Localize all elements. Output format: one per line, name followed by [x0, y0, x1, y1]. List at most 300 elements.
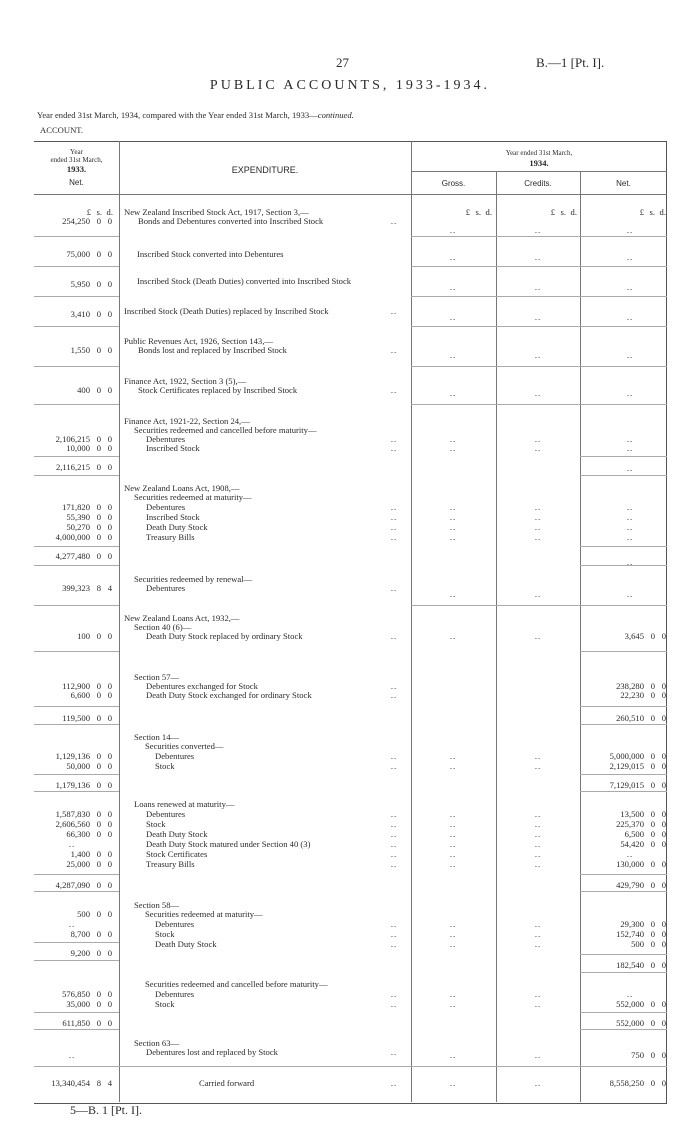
amount-pence: 0: [107, 522, 112, 532]
amount-pounds: 3,645: [624, 631, 644, 641]
page-title: PUBLIC ACCOUNTS, 1933-1934.: [209, 78, 491, 93]
amount-pounds: 55,390: [66, 512, 90, 522]
net-amount: [588, 1018, 666, 1028]
amount-pence: 0: [107, 859, 112, 869]
credits-dots: ..: [534, 1050, 542, 1060]
gross-dots: ..: [449, 388, 457, 398]
amount-pounds: 2,116,215: [55, 462, 90, 472]
net-amount: [588, 919, 666, 929]
credits-dots: ..: [534, 919, 542, 929]
amount-pounds: 1,587,830: [55, 809, 90, 819]
gross-dots: ..: [449, 225, 457, 235]
table-rule: [411, 326, 667, 327]
leader-dots: ..: [390, 681, 398, 691]
net-amount: [588, 929, 666, 939]
table-rule: [580, 724, 667, 725]
table-rule: [34, 605, 119, 606]
column-divider: [411, 141, 412, 1102]
sub-heading: Loans renewed at maturity—: [134, 799, 235, 809]
leader-dots: ..: [390, 532, 398, 542]
amount-pence: 0: [661, 1018, 666, 1028]
prev-year-net-amount: [34, 279, 112, 289]
credits-dots: ..: [534, 532, 542, 542]
gross-dots: ..: [449, 809, 457, 819]
amount-pounds: 112,900: [62, 681, 90, 691]
net-amount: [588, 960, 666, 970]
amount-shillings: 0: [96, 532, 101, 542]
table-rule: [34, 1012, 119, 1013]
amount-pence: 0: [107, 532, 112, 542]
currency-header: £ s. d.: [86, 207, 113, 217]
leader-dots: ..: [390, 849, 398, 859]
gross-dots: ..: [449, 252, 457, 262]
amount-pence: 0: [107, 780, 112, 790]
heading-line: 1934.: [529, 158, 549, 168]
credits-dots: ..: [534, 350, 542, 360]
table-rule: [580, 651, 667, 652]
net-amount: [588, 1078, 666, 1088]
amount-pence: 0: [107, 309, 112, 319]
amount-pence: 0: [107, 713, 112, 723]
amount-shillings: 0: [650, 829, 655, 839]
credits-dots: ..: [534, 282, 542, 292]
gross-dots: ..: [449, 999, 457, 1009]
entry-label: Bonds lost and replaced by Inscribed Stock: [138, 345, 287, 355]
prev-year-net-amount: [34, 1078, 112, 1088]
net-amount: [588, 819, 666, 829]
credits-dots: ..: [534, 819, 542, 829]
table-rule: [34, 404, 119, 405]
leader-dots: ..: [390, 999, 398, 1009]
table-rule: [580, 774, 667, 775]
act-heading: New Zealand Loans Act, 1908,—: [124, 483, 240, 493]
gross-dots: ..: [449, 939, 457, 949]
amount-pounds: 119,500: [62, 713, 90, 723]
gross-dots: ..: [449, 989, 457, 999]
amount-pounds: 75,000: [66, 249, 90, 259]
entry-label: Death Duty Stock: [155, 939, 217, 949]
amount-pence: 0: [107, 249, 112, 259]
table-rule: [34, 366, 119, 367]
amount-pence: 0: [661, 819, 666, 829]
empty-amount-dots: ..: [626, 312, 634, 322]
entry-label: Death Duty Stock: [146, 829, 208, 839]
credits-heading: Credits.: [524, 179, 552, 188]
sub-heading: Securities redeemed and cancelled before maturity—: [134, 425, 317, 435]
amount-shillings: 0: [96, 522, 101, 532]
table-rule: [34, 774, 119, 775]
leader-dots: ..: [390, 919, 398, 929]
empty-amount-dots: ..: [626, 989, 634, 999]
table-rule: [34, 236, 119, 237]
amount-shillings: 0: [650, 929, 655, 939]
table-rule: [580, 972, 667, 973]
amount-shillings: 0: [96, 279, 101, 289]
entry-label: Bonds and Debentures converted into Inscribed Stock: [138, 216, 324, 226]
credits-dots: ..: [534, 761, 542, 771]
table-rule: [411, 605, 667, 606]
empty-amount-dots: ..: [68, 919, 76, 929]
gross-dots: ..: [449, 849, 457, 859]
amount-shillings: 0: [96, 502, 101, 512]
credits-dots: ..: [534, 443, 542, 453]
table-rule: [34, 266, 119, 267]
amount-pounds: 13,340,454: [51, 1078, 90, 1088]
sub-heading: Securities redeemed by renewal—: [134, 574, 253, 584]
net-amount: [588, 780, 666, 790]
amount-shillings: 0: [650, 859, 655, 869]
amount-pounds: 8,700: [70, 929, 90, 939]
amount-pence: 0: [661, 1078, 666, 1088]
amount-pounds: 29,300: [620, 919, 644, 929]
table-rule: [580, 706, 667, 707]
amount-pence: 0: [107, 1018, 112, 1028]
amount-pounds: 2,106,215: [55, 434, 90, 444]
empty-amount-dots: ..: [626, 502, 634, 512]
amount-pence: 0: [107, 809, 112, 819]
leader-dots: ..: [390, 819, 398, 829]
table-rule: [411, 404, 667, 405]
amount-pounds: 25,000: [66, 859, 90, 869]
prev-year-net-amount: [34, 751, 112, 761]
table-rule: [34, 456, 119, 457]
amount-pounds: 10,000: [66, 443, 90, 453]
amount-pounds: 130,000: [616, 859, 644, 869]
net-amount: [588, 859, 666, 869]
prev-year-net-amount: [34, 551, 112, 561]
amount-shillings: 0: [650, 839, 655, 849]
amount-shillings: 0: [96, 345, 101, 355]
gross-dots: ..: [449, 829, 457, 839]
entry-label: Stock: [155, 929, 175, 939]
amount-shillings: 0: [96, 849, 101, 859]
entry-label: Inscribed Stock converted into Debentures: [137, 249, 284, 259]
prev-year-net-amount: [34, 948, 112, 958]
credits-dots: ..: [534, 225, 542, 235]
entry-label: Debentures: [155, 751, 195, 761]
empty-amount-dots: ..: [626, 557, 634, 567]
amount-shillings: 0: [96, 751, 101, 761]
amount-shillings: 0: [96, 929, 101, 939]
sub-heading: Section 40 (6)—: [134, 622, 192, 632]
amount-pounds: 7,129,015: [609, 780, 644, 790]
amount-pounds: 8,558,250: [609, 1078, 644, 1088]
prev-year-net-amount: [34, 780, 112, 790]
currency-header: £ s. d.: [550, 207, 577, 217]
gross-dots: ..: [449, 859, 457, 869]
amount-pounds: 5,000,000: [609, 751, 644, 761]
amount-pence: 0: [107, 434, 112, 444]
net-amount: [588, 809, 666, 819]
credits-dots: ..: [534, 388, 542, 398]
table-rule: [34, 960, 119, 961]
amount-shillings: 0: [96, 761, 101, 771]
net-amount: [588, 631, 666, 641]
credits-dots: ..: [534, 809, 542, 819]
table-rule: [580, 891, 667, 892]
amount-pounds: 5,950: [70, 279, 90, 289]
amount-shillings: 0: [96, 780, 101, 790]
table-rule: [580, 1029, 667, 1030]
carried-forward-label: Carried forward: [199, 1078, 255, 1088]
amount-shillings: 0: [96, 512, 101, 522]
entry-label: Debentures: [146, 434, 186, 444]
entry-label: Inscribed Stock (Death Duties) replaced by Inscribed Stock: [124, 306, 329, 316]
amount-pounds: 152,740: [616, 929, 644, 939]
gross-dots: ..: [449, 282, 457, 292]
amount-pence: 0: [107, 751, 112, 761]
leader-dots: ..: [390, 345, 398, 355]
amount-pounds: 3,410: [70, 309, 90, 319]
amount-pounds: 611,850: [62, 1018, 90, 1028]
amount-shillings: 0: [650, 1018, 655, 1028]
leader-dots: ..: [390, 829, 398, 839]
entry-label: Debentures: [146, 809, 186, 819]
leader-dots: ..: [390, 385, 398, 395]
prev-year-net-amount: [34, 385, 112, 395]
entry-label: Treasury Bills: [146, 532, 195, 542]
sub-heading: Securities redeemed at maturity—: [145, 909, 263, 919]
amount-shillings: 0: [96, 999, 101, 1009]
amount-pence: 0: [661, 919, 666, 929]
gross-dots: ..: [449, 1050, 457, 1060]
subtitle-main: Year ended 31st March, 1934, compared with the Year ended 31st March, 1933—: [37, 110, 318, 120]
entry-label: Death Duty Stock exchanged for ordinary Stock: [146, 690, 312, 700]
gross-dots: ..: [449, 1078, 457, 1088]
act-heading: New Zealand Loans Act, 1932,—: [124, 613, 240, 623]
amount-pounds: 1,550: [70, 345, 90, 355]
amount-pence: 4: [107, 583, 112, 593]
account-label: ACCOUNT.: [40, 125, 84, 135]
amount-pence: 0: [107, 385, 112, 395]
table-rule: [580, 565, 667, 566]
amount-pence: 0: [107, 829, 112, 839]
column-divider: [119, 141, 120, 1102]
prev-year-net-amount: [34, 1018, 112, 1028]
amount-shillings: 0: [96, 462, 101, 472]
empty-amount-dots: ..: [68, 1050, 76, 1060]
leader-dots: ..: [390, 859, 398, 869]
amount-pounds: 552,000: [616, 1018, 644, 1028]
cur-year-heading: [411, 148, 667, 168]
amount-pounds: 9,200: [70, 948, 90, 958]
amount-pence: 0: [107, 880, 112, 890]
amount-shillings: 0: [96, 681, 101, 691]
amount-pounds: 238,280: [616, 681, 644, 691]
amount-pounds: 500: [631, 939, 644, 949]
prev-year-net-amount: [34, 880, 112, 890]
amount-pence: 0: [107, 551, 112, 561]
amount-shillings: 0: [96, 880, 101, 890]
gross-dots: ..: [449, 350, 457, 360]
page-footer: 5—B. 1 [Pt. I].: [70, 1103, 142, 1117]
amount-shillings: 0: [96, 249, 101, 259]
net-amount: [588, 880, 666, 890]
entry-label: Stock: [146, 819, 166, 829]
credits-dots: ..: [534, 929, 542, 939]
amount-pence: 0: [107, 279, 112, 289]
credits-dots: ..: [534, 434, 542, 444]
table-rule: [34, 565, 119, 566]
amount-pounds: 6,500: [624, 829, 644, 839]
entry-label: Stock Certificates: [146, 849, 208, 859]
subtitle: [37, 110, 354, 120]
amount-pounds: 254,250: [62, 216, 90, 226]
gross-dots: ..: [449, 512, 457, 522]
prev-year-net-amount: [34, 819, 112, 829]
sub-heading: Securities redeemed at maturity—: [134, 492, 252, 502]
amount-pence: 0: [661, 631, 666, 641]
amount-shillings: 0: [650, 631, 655, 641]
amount-pence: 0: [661, 681, 666, 691]
amount-pounds: 429,790: [616, 880, 644, 890]
amount-pence: 0: [661, 880, 666, 890]
entry-label: Debentures: [155, 919, 195, 929]
gross-dots: ..: [449, 589, 457, 599]
amount-pence: 0: [107, 989, 112, 999]
empty-amount-dots: ..: [626, 532, 634, 542]
amount-pence: 0: [107, 909, 112, 919]
table-rule: [580, 475, 667, 476]
amount-pounds: 54,420: [620, 839, 644, 849]
leader-dots: ..: [390, 216, 398, 226]
entry-label: Death Duty Stock: [146, 522, 208, 532]
amount-pence: 0: [661, 690, 666, 700]
amount-pence: 0: [661, 1050, 666, 1060]
amount-shillings: 0: [650, 939, 655, 949]
gross-dots: ..: [449, 839, 457, 849]
amount-shillings: 0: [650, 919, 655, 929]
net-amount: [588, 761, 666, 771]
prev-year-net-amount: [34, 829, 112, 839]
leader-dots: ..: [390, 631, 398, 641]
currency-header: £ s. d.: [639, 207, 666, 217]
table-rule: [580, 791, 667, 792]
amount-pounds: 1,179,136: [55, 780, 90, 790]
amount-pence: 0: [661, 960, 666, 970]
empty-amount-dots: ..: [626, 849, 634, 859]
leader-dots: ..: [390, 443, 398, 453]
gross-dots: ..: [449, 502, 457, 512]
credits-dots: ..: [534, 989, 542, 999]
table-rule: [34, 546, 119, 547]
credits-dots: ..: [534, 829, 542, 839]
amount-pounds: 100: [77, 631, 90, 641]
leader-dots: ..: [390, 751, 398, 761]
amount-pounds: 750: [631, 1050, 644, 1060]
entry-label: Death Duty Stock replaced by ordinary Stock: [146, 631, 303, 641]
credits-dots: ..: [534, 849, 542, 859]
amount-shillings: 0: [650, 681, 655, 691]
empty-amount-dots: ..: [68, 839, 76, 849]
header-rule: [34, 194, 667, 195]
amount-pence: 0: [661, 859, 666, 869]
prev-year-net-amount: [34, 512, 112, 522]
amount-pounds: 66,300: [66, 829, 90, 839]
table-rule: [34, 942, 119, 943]
header-rule: [411, 171, 667, 172]
gross-dots: ..: [449, 919, 457, 929]
amount-shillings: 0: [96, 690, 101, 700]
leader-dots: ..: [390, 809, 398, 819]
amount-shillings: 8: [96, 1078, 101, 1088]
amount-pence: 0: [107, 948, 112, 958]
amount-pounds: 399,323: [62, 583, 90, 593]
amount-pence: 0: [107, 849, 112, 859]
entry-label: Inscribed Stock: [146, 443, 200, 453]
amount-shillings: 0: [96, 819, 101, 829]
subtitle-continued: continued.: [317, 110, 354, 120]
amount-pence: 0: [661, 929, 666, 939]
heading-line: Year ended 31st March,: [505, 149, 573, 157]
amount-pence: 0: [661, 761, 666, 771]
expenditure-heading: EXPENDITURE.: [231, 165, 299, 175]
amount-shillings: 0: [650, 713, 655, 723]
credits-dots: ..: [534, 631, 542, 641]
act-heading: Public Revenues Act, 1926, Section 143,—: [124, 336, 273, 346]
sub-heading: Securities redeemed and cancelled before maturity—: [145, 979, 328, 989]
gross-dots: ..: [449, 751, 457, 761]
leader-dots: ..: [390, 434, 398, 444]
leader-dots: ..: [390, 989, 398, 999]
table-rule: [34, 326, 119, 327]
heading-line: 1933.: [66, 164, 87, 174]
amount-pounds: 4,277,480: [55, 551, 90, 561]
amount-shillings: 0: [650, 780, 655, 790]
net-amount: [588, 839, 666, 849]
prev-year-heading: [34, 147, 119, 174]
act-heading: Finance Act, 1921-22, Section 24,—: [124, 416, 250, 426]
amount-shillings: 0: [96, 829, 101, 839]
prev-year-net-amount: [34, 522, 112, 532]
prev-year-net-amount: [34, 989, 112, 999]
amount-pounds: 171,820: [62, 502, 90, 512]
amount-pence: 0: [107, 502, 112, 512]
table-rule: [580, 874, 667, 875]
empty-amount-dots: ..: [626, 282, 634, 292]
amount-shillings: 0: [650, 690, 655, 700]
table-rule: [34, 296, 119, 297]
table-rule: [34, 791, 119, 792]
leader-dots: ..: [390, 761, 398, 771]
leader-dots: ..: [390, 502, 398, 512]
amount-pence: 0: [661, 829, 666, 839]
sub-heading: Section 57—: [134, 672, 180, 682]
table-rule: [34, 874, 119, 875]
amount-pounds: 225,370: [616, 819, 644, 829]
empty-amount-dots: ..: [626, 350, 634, 360]
entry-label: Debentures exchanged for Stock: [146, 681, 258, 691]
entry-label: Inscribed Stock (Death Duties) converted into Inscribed Stock: [137, 276, 352, 286]
act-heading: New Zealand Inscribed Stock Act, 1917, Section 3,—: [124, 207, 309, 217]
amount-pence: 0: [661, 939, 666, 949]
table-rule: [34, 891, 119, 892]
amount-pounds: 2,606,560: [55, 819, 90, 829]
amount-shillings: 8: [96, 583, 101, 593]
page-number: 27: [336, 55, 349, 70]
credits-dots: ..: [534, 512, 542, 522]
credits-dots: ..: [534, 1078, 542, 1088]
amount-pounds: 260,510: [616, 713, 644, 723]
amount-pounds: 35,000: [66, 999, 90, 1009]
table-rule: [34, 706, 119, 707]
gross-dots: ..: [449, 819, 457, 829]
gross-dots: ..: [449, 631, 457, 641]
leader-dots: ..: [390, 512, 398, 522]
amount-pence: 0: [107, 443, 112, 453]
amount-pence: 0: [107, 681, 112, 691]
entry-label: Treasury Bills: [146, 859, 195, 869]
